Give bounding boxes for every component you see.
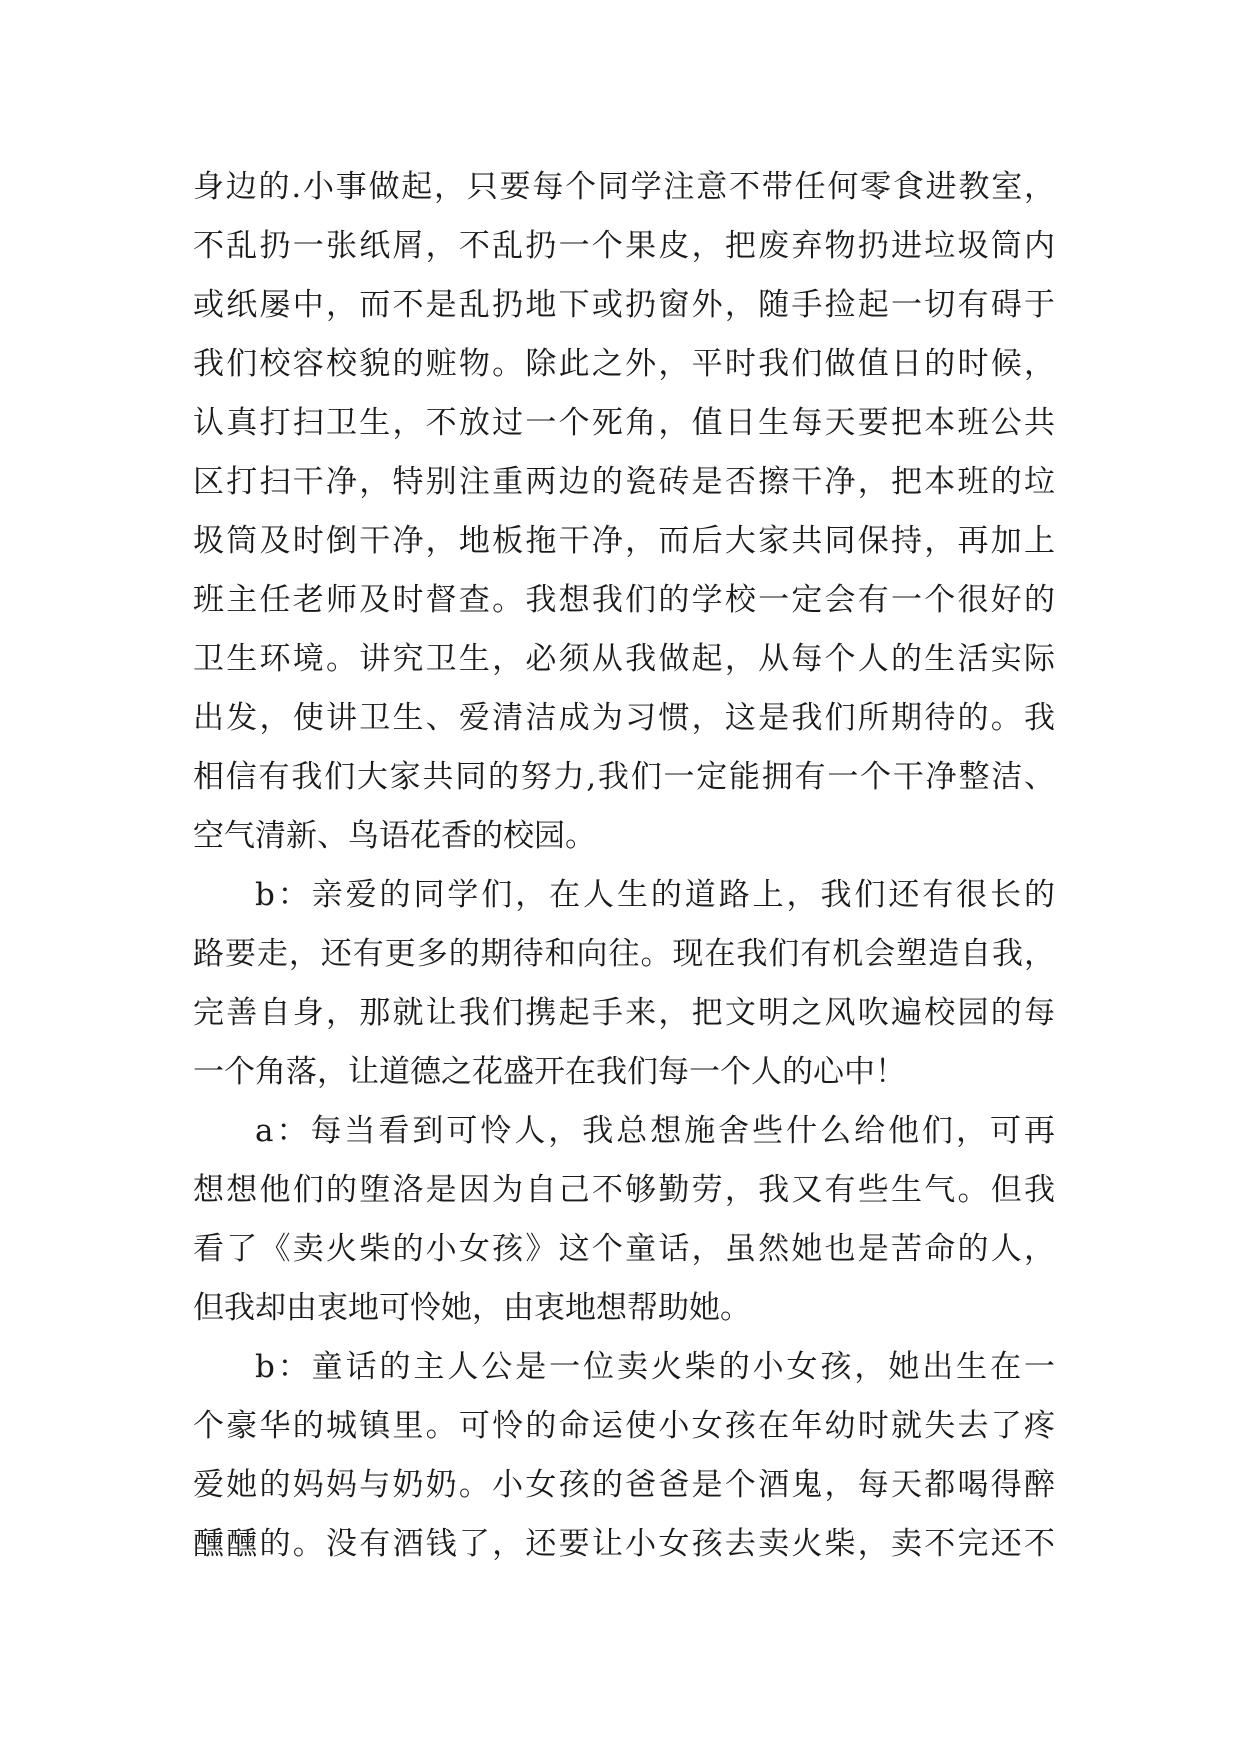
text-line: 我们校容校貌的赃物。除此之外，平时我们做值日的时候， <box>193 346 1055 382</box>
text-line: 卫生环境。讲究卫生，必须从我做起，从每个人的生活实际 <box>193 641 1055 677</box>
text-line: b：亲爱的同学们，在人生的道路上，我们还有很长的 <box>255 877 1055 913</box>
text-line: 区打扫干净，特别注重两边的瓷砖是否擦干净，把本班的垃 <box>193 464 1055 500</box>
text-line: 个豪华的城镇里。可怜的命运使小女孩在年幼时就失去了疼 <box>193 1408 1055 1444</box>
text-line: 看了《卖火柴的小女孩》这个童话，虽然她也是苦命的人， <box>193 1231 1055 1267</box>
paragraph <box>193 158 1055 866</box>
text-line: 完善自身，那就让我们携起手来，把文明之风吹遍校园的每 <box>193 995 1055 1031</box>
text-line: 班主任老师及时督查。我想我们的学校一定会有一个很好的 <box>193 582 1055 618</box>
text-line: 但我却由衷地可怜她，由衷地想帮助她。 <box>193 1290 751 1326</box>
document-body <box>193 158 1055 1574</box>
paragraph <box>193 1102 1055 1338</box>
text-line: 醺醺的。没有酒钱了，还要让小女孩去卖火柴，卖不完还不 <box>193 1526 1055 1562</box>
text-line: b：童话的主人公是一位卖火柴的小女孩，她出生在一 <box>255 1349 1055 1385</box>
text-line: a：每当看到可怜人，我总想施舍些什么给他们，可再 <box>255 1113 1055 1149</box>
paragraph <box>193 1338 1055 1574</box>
text-line: 路要走，还有更多的期待和向往。现在我们有机会塑造自我， <box>193 936 1055 972</box>
text-line: 爱她的妈妈与奶奶。小女孩的爸爸是个酒鬼，每天都喝得醉 <box>193 1467 1055 1503</box>
text-line: 相信有我们大家共同的努力,我们一定能拥有一个干净整洁、 <box>193 759 1055 795</box>
text-line: 身边的.小事做起，只要每个同学注意不带任何零食进教室， <box>193 169 1055 205</box>
text-line: 出发，使讲卫生、爱清洁成为习惯，这是我们所期待的。我 <box>193 700 1055 736</box>
paragraph <box>193 866 1055 1102</box>
text-line: 或纸屡中，而不是乱扔地下或扔窗外，随手捡起一切有碍于 <box>193 287 1055 323</box>
text-line: 想想他们的堕洛是因为自己不够勤劳，我又有些生气。但我 <box>193 1172 1055 1208</box>
text-line: 不乱扔一张纸屑，不乱扔一个果皮，把废弃物扔进垃圾筒内 <box>193 228 1055 264</box>
text-line: 认真打扫卫生，不放过一个死角，值日生每天要把本班公共 <box>193 405 1055 441</box>
text-line: 一个角落，让道德之花盛开在我们每一个人的心中！ <box>193 1054 906 1090</box>
text-line: 圾筒及时倒干净，地板拖干净，而后大家共同保持，再加上 <box>193 523 1055 559</box>
text-line: 空气清新、鸟语花香的校园。 <box>193 818 596 854</box>
